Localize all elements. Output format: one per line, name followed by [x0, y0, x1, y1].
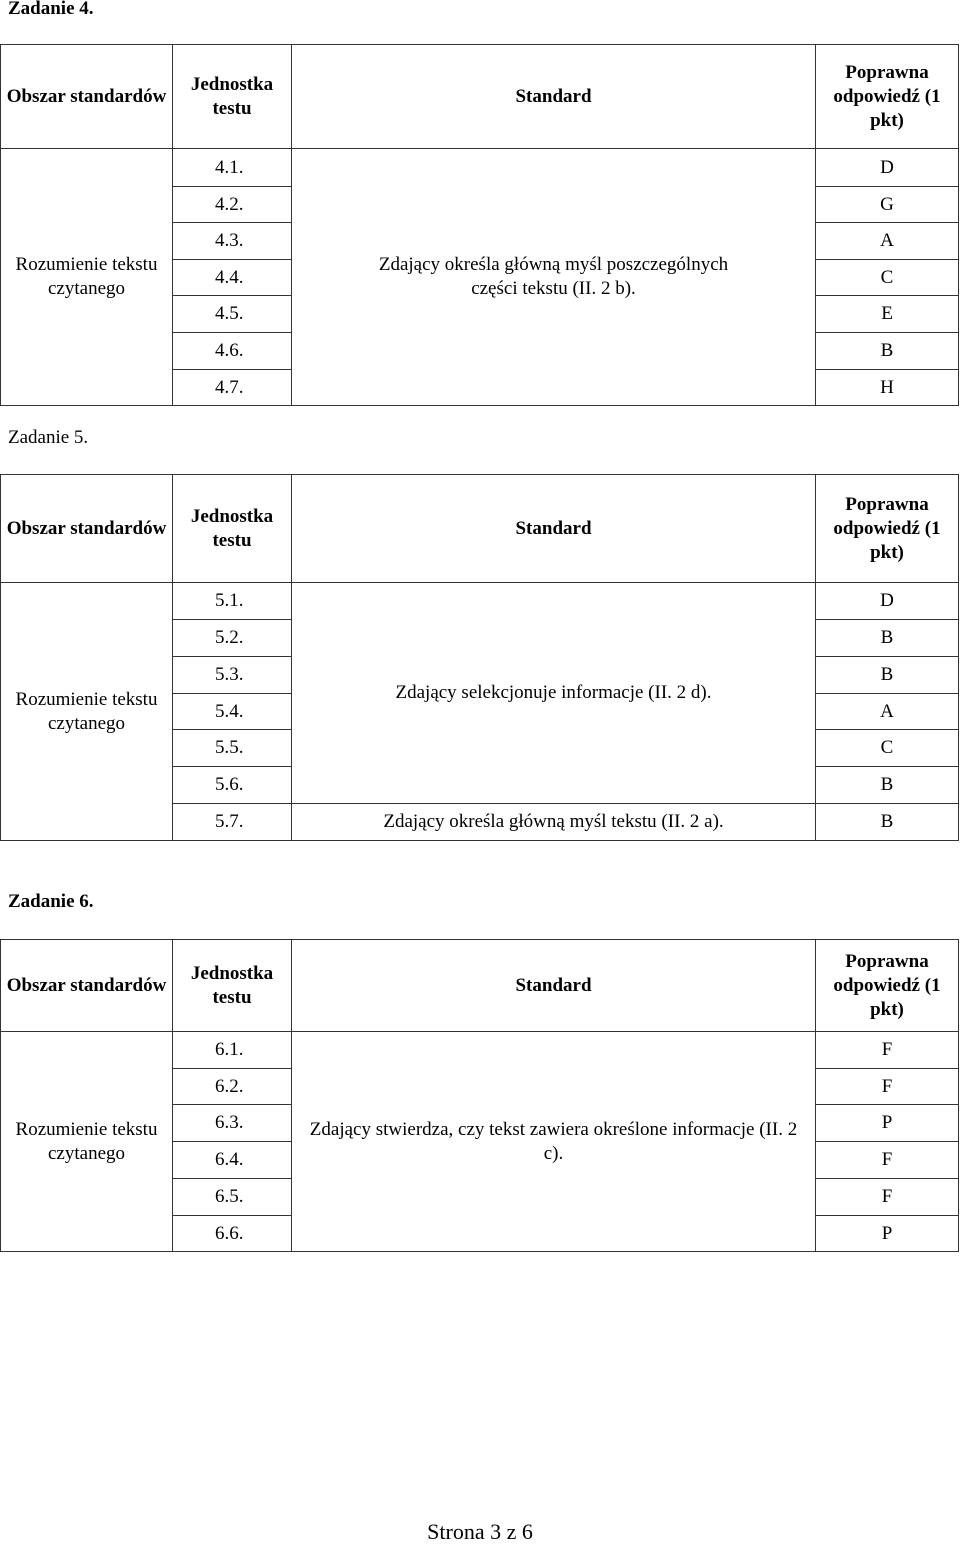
unit-cell: 4.5. — [173, 296, 292, 333]
header-standard: Standard — [292, 475, 816, 583]
unit-cell: 5.2. — [173, 620, 292, 657]
task-6-title: Zadanie 6. — [8, 891, 94, 912]
standard-cell: Zdający selekcjonuje informacje (II. 2 d). — [292, 583, 816, 804]
unit-cell: 5.1. — [173, 583, 292, 620]
answer-cell: G — [816, 187, 959, 223]
unit-cell: 5.3. — [173, 657, 292, 694]
header-unit: Jednostka testu — [173, 45, 292, 149]
answer-cell: H — [816, 370, 959, 406]
unit-cell: 6.5. — [173, 1179, 292, 1216]
unit-cell: 6.6. — [173, 1216, 292, 1252]
answer-cell: E — [816, 296, 959, 333]
header-row — [1, 475, 959, 583]
answer-cell: C — [816, 260, 959, 296]
answer-cell: A — [816, 694, 959, 730]
header-area: Obszar standardów — [1, 475, 173, 583]
answer-cell: B — [816, 657, 959, 694]
page-number: Strona 3 z 6 — [427, 1519, 533, 1544]
answer-cell: F — [816, 1142, 959, 1179]
area-cell: Rozumienie tekstu czytanego — [1, 583, 173, 841]
answer-cell: F — [816, 1179, 959, 1216]
unit-cell: 6.3. — [173, 1105, 292, 1142]
header-row — [1, 940, 959, 1032]
answer-cell: B — [816, 620, 959, 657]
area-cell: Rozumienie tekstu czytanego — [1, 1032, 173, 1252]
standard-cell: Zdający określa główną myśl poszczególnych części tekstu (II. 2 b). — [292, 149, 816, 406]
header-standard: Standard — [292, 45, 816, 149]
table-row — [1, 1032, 959, 1069]
task-4-title: Zadanie 4. — [8, 0, 94, 19]
standard-cell-last: Zdający określa główną myśl tekstu (II. 2 a). — [292, 804, 816, 841]
unit-cell: 6.4. — [173, 1142, 292, 1179]
unit-cell: 4.3. — [173, 223, 292, 260]
answer-cell: D — [816, 149, 959, 187]
answer-cell: B — [816, 767, 959, 804]
answer-cell: B — [816, 804, 959, 841]
header-answer: Poprawna odpowiedź (1 pkt) — [816, 45, 959, 149]
unit-cell: 5.4. — [173, 694, 292, 730]
answer-cell: P — [816, 1105, 959, 1142]
unit-cell: 4.6. — [173, 333, 292, 370]
answer-cell: F — [816, 1032, 959, 1069]
unit-cell: 5.6. — [173, 767, 292, 804]
task-4-table — [0, 44, 959, 406]
header-unit: Jednostka testu — [173, 475, 292, 583]
answer-cell: F — [816, 1069, 959, 1105]
unit-cell: 5.7. — [173, 804, 292, 841]
answer-cell: B — [816, 333, 959, 370]
header-row — [1, 45, 959, 149]
header-answer: Poprawna odpowiedź (1 pkt) — [816, 940, 959, 1032]
header-area: Obszar standardów — [1, 45, 173, 149]
answer-cell: D — [816, 583, 959, 620]
header-unit: Jednostka testu — [173, 940, 292, 1032]
unit-cell: 6.2. — [173, 1069, 292, 1105]
unit-cell: 5.5. — [173, 730, 292, 767]
unit-cell: 4.4. — [173, 260, 292, 296]
task-6-table — [0, 939, 959, 1252]
task-5-title: Zadanie 5. — [8, 427, 89, 448]
standard-cell: Zdający stwierdza, czy tekst zawiera określone informacje (II. 2 c). — [292, 1032, 816, 1252]
unit-cell: 6.1. — [173, 1032, 292, 1069]
unit-cell: 4.1. — [173, 149, 292, 187]
answer-cell: P — [816, 1216, 959, 1252]
header-answer: Poprawna odpowiedź (1 pkt) — [816, 475, 959, 583]
table-row — [1, 149, 959, 187]
unit-cell: 4.2. — [173, 187, 292, 223]
unit-cell: 4.7. — [173, 370, 292, 406]
answer-cell: A — [816, 223, 959, 260]
area-cell: Rozumienie tekstu czytanego — [1, 149, 173, 406]
header-standard: Standard — [292, 940, 816, 1032]
table-row — [1, 583, 959, 620]
answer-cell: C — [816, 730, 959, 767]
header-area: Obszar standardów — [1, 940, 173, 1032]
task-5-table — [0, 474, 959, 841]
